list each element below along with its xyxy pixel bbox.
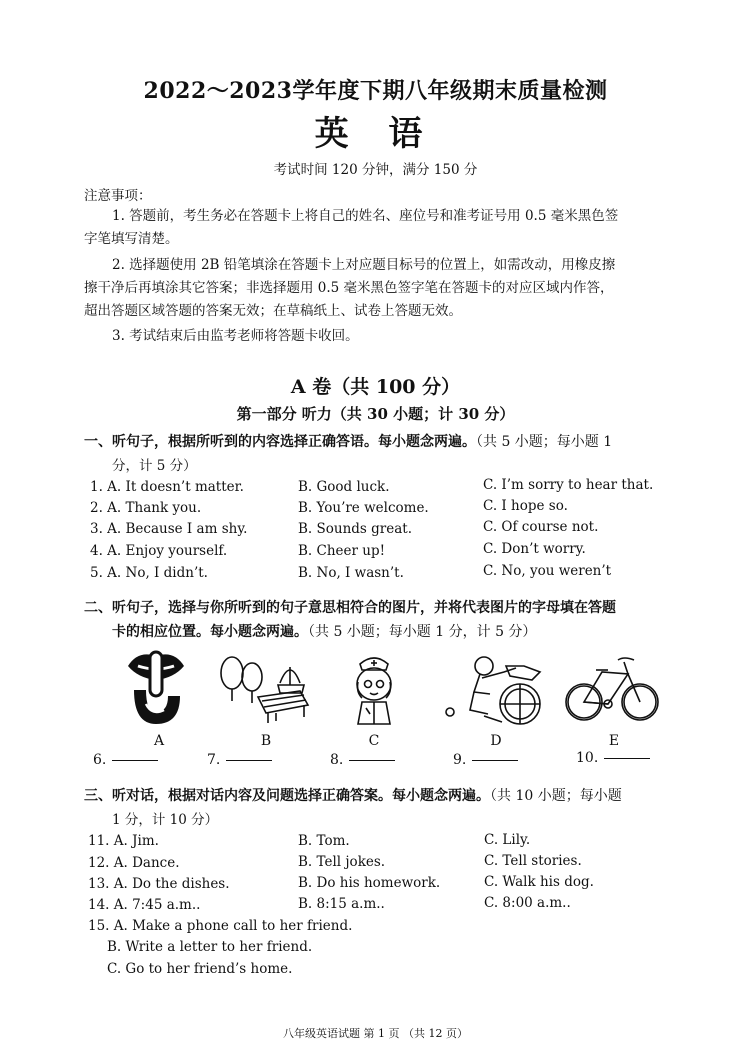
q1-row-4-a: 4. A. Enjoy yourself.: [90, 543, 228, 559]
blank-number-9: 9.: [453, 752, 467, 768]
answer-blank-8[interactable]: [330, 752, 395, 768]
picture-label-d: D: [490, 733, 502, 749]
section-a-title: A 卷（共 100 分）: [290, 376, 461, 398]
answer-blank-10[interactable]: [576, 750, 650, 766]
q1-row-1-c: C. I’m sorry to hear that.: [483, 477, 654, 493]
q3-heading-line-2: 1 分，计 10 分）: [112, 812, 219, 828]
note-2-line-3: 超出答题区域答题的答案无效；在草稿纸上、试卷上答题无效。: [84, 303, 462, 319]
q3-row-13-b: B. Do his homework.: [298, 875, 441, 891]
q3-row-14-c: C. 8:00 a.m..: [484, 895, 571, 911]
bicycle-icon: [564, 652, 660, 724]
blank-line-8: [349, 760, 395, 761]
q1-row-2-b: B. You’re welcome.: [298, 500, 429, 516]
park-bench-icon: [218, 655, 316, 725]
q1-row-4-b: B. Cheer up!: [298, 543, 386, 559]
blank-number-10: 10.: [576, 750, 599, 766]
q3-row-12-b: B. Tell jokes.: [298, 854, 386, 870]
q1-row-2-c: C. I hope so.: [483, 498, 568, 514]
page-footer: 八年级英语试题 第 1 页 （共 12 页）: [283, 1027, 468, 1040]
q3-row-15-c: C. Go to her friend’s home.: [107, 961, 293, 977]
q3-heading: [84, 785, 622, 805]
note-1-line-1: 1. 答题前，考生务必在答题卡上将自己的姓名、座位号和准考证号用 0.5 毫米黑色签: [112, 208, 619, 224]
q3-row-14-b: B. 8:15 a.m..: [298, 896, 385, 912]
notes-heading: 注意事项：: [84, 188, 152, 204]
q1-heading: [84, 431, 612, 451]
blank-line-6: [112, 760, 158, 761]
note-1-line-2: 字笔填写清楚。: [84, 231, 179, 247]
blank-number-6: 6.: [93, 752, 107, 768]
nurse-icon: [346, 652, 402, 726]
q1-heading-bold: 一、听句子，根据所听到的内容选择正确答语。每小题念两遍。: [84, 434, 476, 450]
q1-row-2-a: 2. A. Thank you.: [90, 500, 202, 516]
q3-heading-light: （共 10 小题；每小题: [490, 788, 622, 804]
q2-heading-line-2: [112, 621, 536, 641]
q1-row-5-a: 5. A. No, I didn’t.: [90, 565, 208, 581]
q1-heading-line-2: 分，计 5 分）: [112, 458, 197, 474]
q3-row-13-a: 13. A. Do the dishes.: [88, 876, 230, 892]
q3-row-12-a: 12. A. Dance.: [88, 855, 180, 871]
answer-blank-6[interactable]: [93, 752, 158, 768]
note-2-line-1: 2. 选择题使用 2B 铅笔填涂在答题卡上对应题目标号的位置上，如需改动，用橡皮擦: [112, 257, 616, 273]
note-3-line-1: 3. 考试结束后由监考老师将答题卡收回。: [112, 328, 359, 344]
subject-title: 英 语: [314, 114, 437, 154]
exam-title: 2022～2023学年度下期八年级期末质量检测: [143, 78, 608, 104]
q3-row-15-a: 15. A. Make a phone call to her friend.: [88, 918, 353, 934]
q1-row-3-c: C. Of course not.: [483, 519, 599, 535]
q3-row-11-c: C. Lily.: [484, 832, 531, 848]
picture-label-c: C: [368, 733, 380, 749]
exam-info: 考试时间 120 分钟，满分 150 分: [273, 162, 478, 178]
picture-label-e: E: [608, 733, 620, 749]
picture-label-b: B: [260, 733, 272, 749]
note-2-line-2: 擦干净后再填涂其它答案；非选择题用 0.5 毫米黑色签字笔在答题卡的对应区域内作答，: [84, 280, 614, 296]
blank-number-7: 7.: [207, 752, 221, 768]
q3-row-15-b: B. Write a letter to her friend.: [107, 939, 313, 955]
blank-line-7: [226, 760, 272, 761]
q1-heading-light: （共 5 小题；每小题 1: [476, 434, 613, 450]
q3-row-13-c: C. Walk his dog.: [484, 874, 594, 890]
q2-heading: 二、听句子，选择与你所听到的句子意思相符合的图片，并将代表图片的字母填在答题: [84, 600, 616, 616]
q1-row-3-a: 3. A. Because I am shy.: [90, 521, 248, 537]
part-1-title: 第一部分 听力（共 30 小题；计 30 分）: [236, 405, 515, 423]
q1-row-4-c: C. Don’t worry.: [483, 541, 586, 557]
blank-line-9: [472, 760, 518, 761]
q1-row-1-a: 1. A. It doesn’t matter.: [90, 479, 244, 495]
blank-line-10: [604, 758, 650, 759]
q1-row-5-b: B. No, I wasn’t.: [298, 565, 404, 581]
q1-row-3-b: B. Sounds great.: [298, 521, 412, 537]
q1-row-1-b: B. Good luck.: [298, 479, 390, 495]
wheelchair-athlete-icon: [444, 652, 550, 728]
answer-blank-7[interactable]: [207, 752, 272, 768]
q2-heading-line-2-light: （共 5 小题；每小题 1 分，计 5 分）: [308, 624, 537, 640]
answer-blank-9[interactable]: [453, 752, 518, 768]
q3-heading-bold: 三、听对话，根据对话内容及问题选择正确答案。每小题念两遍。: [84, 788, 490, 804]
q1-row-5-c: C. No, you weren’t: [483, 563, 612, 579]
q3-row-12-c: C. Tell stories.: [484, 853, 582, 869]
q3-row-11-b: B. Tom.: [298, 833, 350, 849]
blank-number-8: 8.: [330, 752, 344, 768]
q3-row-11-a: 11. A. Jim.: [88, 833, 159, 849]
picture-label-a: A: [153, 733, 165, 749]
q3-row-14-a: 14. A. 7:45 a.m..: [88, 897, 201, 913]
q2-heading-line-2-bold: 卡的相应位置。每小题念两遍。: [112, 624, 308, 640]
quiet-gesture-icon: [124, 644, 188, 728]
